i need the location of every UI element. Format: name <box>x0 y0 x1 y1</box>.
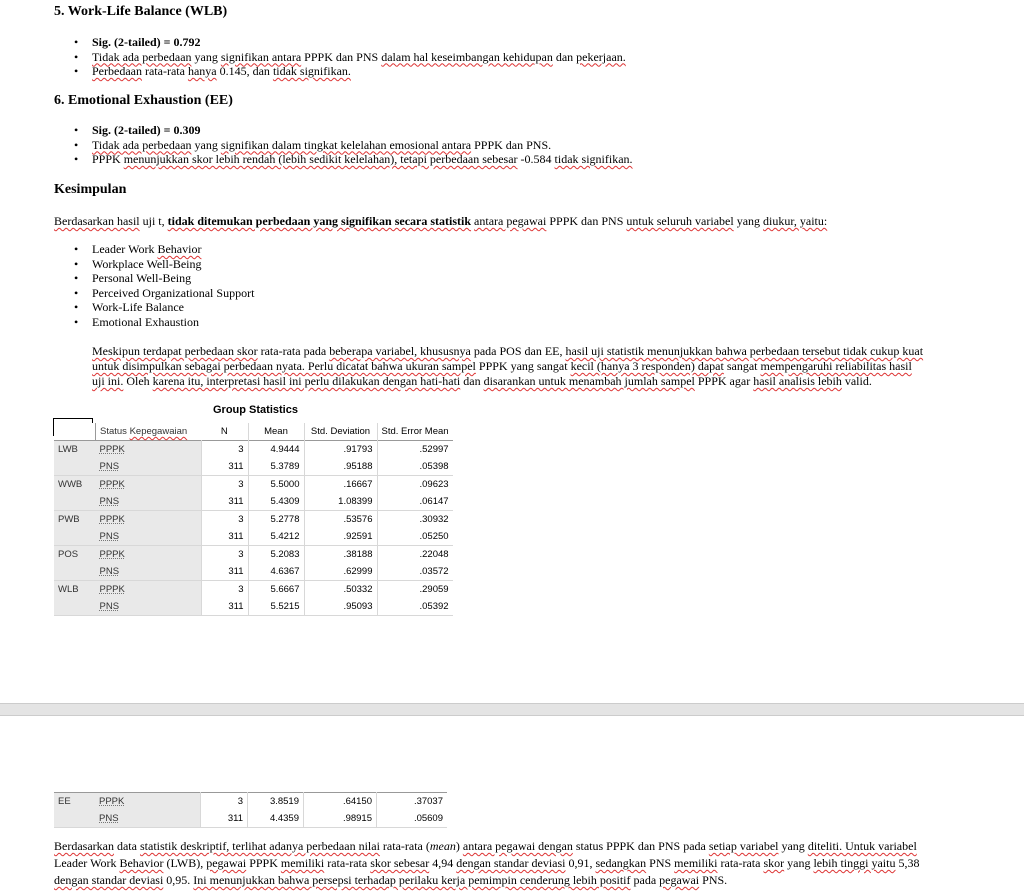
group-cell: PNS <box>96 528 202 546</box>
list-item: • Personal Well-Being <box>54 271 254 286</box>
n-cell: 3 <box>201 441 248 459</box>
variable-cell: EE <box>54 793 95 811</box>
std-error-mean-cell: .37037 <box>377 793 448 811</box>
section-heading-kesimpulan: Kesimpulan <box>54 182 127 197</box>
n-cell: 3 <box>201 581 248 599</box>
section-heading-wlb: 5. Work-Life Balance (WLB) <box>54 4 228 19</box>
list-item: • Sig. (2-tailed) = 0.792 <box>54 35 626 50</box>
mean-cell: 3.8519 <box>248 793 304 811</box>
group-cell: PNS <box>96 458 202 476</box>
variable-cell <box>54 458 96 476</box>
std-error-mean-cell: .29059 <box>377 581 453 599</box>
n-cell: 3 <box>201 476 248 494</box>
std-error-mean-cell: .06147 <box>377 493 453 511</box>
mean-cell: 5.5215 <box>248 598 304 616</box>
list-item: • Emotional Exhaustion <box>54 315 254 330</box>
group-statistics-table-continued <box>54 792 447 828</box>
group-cell: PNS <box>95 810 201 828</box>
group-cell: PPPK <box>96 581 202 599</box>
header-mean: Mean <box>248 423 304 441</box>
std-error-mean-cell: .30932 <box>377 511 453 529</box>
variable-cell: WWB <box>54 476 96 494</box>
n-cell: 3 <box>201 546 248 564</box>
std-deviation-cell: .53576 <box>304 511 377 529</box>
table-row <box>54 810 447 828</box>
std-deviation-cell: .95188 <box>304 458 377 476</box>
table-header-row <box>54 423 453 441</box>
table-row <box>54 493 453 511</box>
std-deviation-cell: 1.08399 <box>304 493 377 511</box>
mean-cell: 5.3789 <box>248 458 304 476</box>
table-row <box>54 528 453 546</box>
std-error-mean-cell: .03572 <box>377 563 453 581</box>
variable-cell <box>54 810 95 828</box>
std-error-mean-cell: .05609 <box>377 810 448 828</box>
header-n: N <box>220 426 228 437</box>
variable-cell: WLB <box>54 581 96 599</box>
std-deviation-cell: .98915 <box>304 810 377 828</box>
table-row <box>54 458 453 476</box>
n-cell: 311 <box>201 598 248 616</box>
conclusion-paragraph: Berdasarkan hasil uji t, tidak ditemukan perbedaan yang signifikan secara statistik antara pegawai PPPK dan PNS untuk seluruh variabel yang diukur, yaitu: <box>54 214 828 228</box>
std-deviation-cell: .38188 <box>304 546 377 564</box>
mean-cell: 5.4212 <box>248 528 304 546</box>
list-item: • Perceived Organizational Support <box>54 286 254 301</box>
std-deviation-cell: .16667 <box>304 476 377 494</box>
mean-cell: 4.4359 <box>248 810 304 828</box>
header-std-error-mean: Std. Error Mean <box>377 423 453 441</box>
std-error-mean-cell: .09623 <box>377 476 453 494</box>
std-deviation-cell: .50332 <box>304 581 377 599</box>
n-cell: 311 <box>201 810 248 828</box>
list-item: • Work-Life Balance <box>54 300 254 315</box>
group-cell: PPPK <box>96 476 202 494</box>
list-item: • Sig. (2-tailed) = 0.309 <box>54 123 633 138</box>
variable-cell: LWB <box>54 441 96 459</box>
list-item: • Tidak ada perbedaan yang signifikan antara PPPK dan PNS dalam hal keseimbangan kehidupan dan pekerjaan. <box>54 50 626 65</box>
table-row <box>54 563 453 581</box>
std-deviation-cell: .64150 <box>304 793 377 811</box>
std-deviation-cell: .91793 <box>304 441 377 459</box>
table-title: Group Statistics <box>213 404 298 416</box>
std-deviation-cell: .95093 <box>304 598 377 616</box>
n-cell: 311 <box>201 493 248 511</box>
std-deviation-cell: .62999 <box>304 563 377 581</box>
n-cell: 311 <box>201 458 248 476</box>
mean-cell: 5.4309 <box>248 493 304 511</box>
group-cell: PNS <box>96 493 202 511</box>
std-error-mean-cell: .05250 <box>377 528 453 546</box>
n-cell: 311 <box>201 563 248 581</box>
header-status: Status Kepegawaian <box>96 423 202 441</box>
variable-cell <box>54 528 96 546</box>
variable-cell: POS <box>54 546 96 564</box>
table-row <box>54 598 453 616</box>
header-std-deviation: Std. Deviation <box>304 423 377 441</box>
ee-bullets <box>54 123 633 167</box>
wlb-bullets <box>54 35 626 79</box>
mean-cell: 4.9444 <box>248 441 304 459</box>
n-cell: 3 <box>201 793 248 811</box>
variable-list <box>54 242 254 329</box>
group-cell: PPPK <box>96 511 202 529</box>
n-cell: 3 <box>201 511 248 529</box>
n-cell: 311 <box>201 528 248 546</box>
group-cell: PPPK <box>96 441 202 459</box>
page-break <box>0 703 1024 716</box>
table-row <box>54 511 453 529</box>
group-statistics-table <box>54 423 453 616</box>
list-item: • Tidak ada perbedaan yang signifikan dalam tingkat kelelahan emosional antara PPPK dan PNS. <box>54 138 633 153</box>
std-error-mean-cell: .05392 <box>377 598 453 616</box>
variable-cell <box>54 598 96 616</box>
table-row <box>54 441 453 459</box>
group-cell: PPPK <box>96 546 202 564</box>
std-error-mean-cell: .05398 <box>377 458 453 476</box>
group-cell: PNS <box>96 563 202 581</box>
std-deviation-cell: .92591 <box>304 528 377 546</box>
list-item: • Perbedaan rata-rata hanya 0.145, dan tidak signifikan. <box>54 64 626 79</box>
std-error-mean-cell: .52997 <box>377 441 453 459</box>
variable-cell <box>54 493 96 511</box>
variable-cell <box>54 563 96 581</box>
table-row <box>54 581 453 599</box>
mean-cell: 5.2778 <box>248 511 304 529</box>
list-item: • PPPK menunjukkan skor lebih rendah (lebih sedikit kelelahan), tetapi perbedaan sebesar -0.584 tidak signifikan. <box>54 152 633 167</box>
section-heading-ee: 6. Emotional Exhaustion (EE) <box>54 93 233 108</box>
group-cell: PPPK <box>95 793 201 811</box>
table-row <box>54 793 447 811</box>
list-item: • Leader Work Behavior <box>54 242 254 257</box>
variable-cell: PWB <box>54 511 96 529</box>
mean-cell: 5.6667 <box>248 581 304 599</box>
note-paragraph: Meskipun terdapat perbedaan skor rata-rata pada beberapa variabel, khususnya pada POS dan EE, hasil uji statistik menunjukkan bahwa perbedaan tersebut tidak cukup kuat untuk disimpulkan sebagai perbedaan nyata. Perlu dicatat bahwa ukuran sampel PPPK yang sangat kecil (hanya 3 responden) dapat sangat mempengaruhi reliabilitas hasil uji ini. Oleh karena itu, interpretasi hasil ini perlu dilakukan dengan hati-hati dan disarankan untuk menambah jumlah sampel PPPK agar hasil analisis lebih valid. <box>92 344 924 388</box>
std-error-mean-cell: .22048 <box>377 546 453 564</box>
group-cell: PNS <box>96 598 202 616</box>
table-row <box>54 476 453 494</box>
mean-cell: 5.5000 <box>248 476 304 494</box>
mean-cell: 4.6367 <box>248 563 304 581</box>
list-item: • Workplace Well-Being <box>54 257 254 272</box>
table-row <box>54 546 453 564</box>
description-paragraph: Berdasarkan data statistik deskriptif, terlihat adanya perbedaan nilai rata-rata (mean) antara pegawai dengan status PPPK dan PNS pada setiap variabel yang diteliti. Untuk variabel Leader Work Behavior (LWB), pegawai PPPK memiliki rata-rata skor sebesar 4,94 dengan standar deviasi 0,91, sedangkan PNS memiliki rata-rata skor yang lebih tinggi yaitu 5,38 dengan standar deviasi 0,95. Ini menunjukkan bahwa persepsi terhadap perilaku kerja pemimpin cenderung lebih positif pada pegawai PNS. <box>54 839 920 887</box>
mean-cell: 5.2083 <box>248 546 304 564</box>
